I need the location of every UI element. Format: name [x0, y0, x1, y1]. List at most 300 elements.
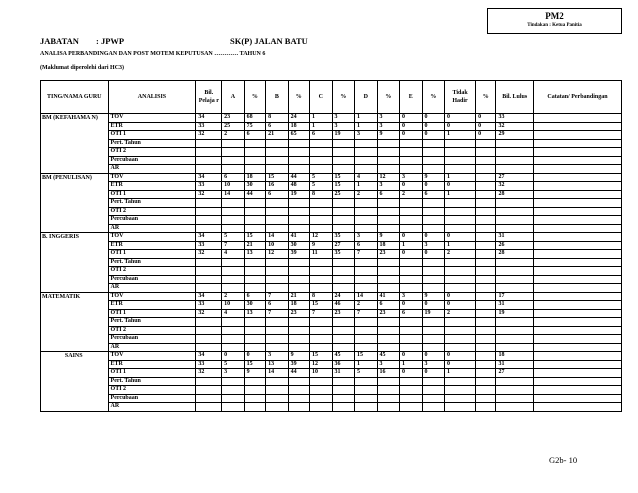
cell-a: [222, 318, 245, 327]
cell-d: 1: [355, 182, 378, 191]
cell-pct-a: [244, 343, 265, 352]
cell-e: [400, 275, 423, 284]
cell-pct-d: [377, 207, 400, 216]
cell-pct-a: [244, 318, 265, 327]
cell-e: 0: [400, 301, 423, 310]
cell-e: [400, 394, 423, 403]
cell-tidak-hadir: [445, 326, 476, 335]
cell-a: [222, 199, 245, 208]
cell-catatan: [533, 275, 621, 284]
cell-pct-d: 3: [377, 114, 400, 123]
cell-a: 4: [222, 309, 245, 318]
cell-e: 0: [400, 122, 423, 131]
cell-pct-c: [332, 377, 355, 386]
cell-pct-a: 9: [244, 369, 265, 378]
table-row: [41, 352, 622, 361]
cell-pelajar: 32: [196, 131, 222, 140]
table-row: [41, 343, 622, 352]
cell-analisis: TOV: [108, 114, 196, 123]
cell-pct-c: [332, 139, 355, 148]
cell-pct-b: 48: [288, 182, 309, 191]
page-number: G2b- 10: [549, 455, 578, 465]
cell-d: 1: [355, 122, 378, 131]
cell-pct-b: 21: [288, 292, 309, 301]
department-line: [40, 36, 308, 46]
cell-pct-b: [288, 386, 309, 395]
cell-pct-tidak-hadir: [476, 182, 496, 191]
table-row: [41, 318, 622, 327]
cell-c: 1: [310, 114, 333, 123]
cell-lulus: 18: [496, 352, 534, 361]
cell-catatan: [533, 148, 621, 157]
cell-pct-tidak-hadir: [476, 216, 496, 225]
cell-c: [310, 377, 333, 386]
cell-b: 7: [266, 292, 289, 301]
col-pct-d: %: [377, 81, 400, 114]
cell-b: 15: [266, 173, 289, 182]
cell-pct-d: 9: [377, 131, 400, 140]
col-pct-b: %: [288, 81, 309, 114]
cell-pct-d: [377, 156, 400, 165]
cell-b: [266, 216, 289, 225]
table-row: [41, 207, 622, 216]
cell-pct-a: 13: [244, 250, 265, 259]
cell-pct-e: [422, 318, 445, 327]
cell-lulus: 27: [496, 369, 534, 378]
report-source: (Maklumat diperolehi dari HC3): [40, 65, 125, 71]
cell-b: 8: [266, 114, 289, 123]
cell-pct-e: [422, 207, 445, 216]
cell-pct-e: [422, 199, 445, 208]
cell-analisis: TOV: [108, 173, 196, 182]
cell-pct-d: [377, 258, 400, 267]
table-row: [41, 369, 622, 378]
cell-pct-d: 23: [377, 250, 400, 259]
cell-pct-tidak-hadir: [476, 352, 496, 361]
cell-pct-a: [244, 403, 265, 412]
cell-pct-c: [332, 156, 355, 165]
cell-lulus: 27: [496, 173, 534, 182]
table-header-row: [41, 81, 622, 114]
department-value: : JPWP: [96, 36, 125, 46]
cell-pct-e: 3: [422, 360, 445, 369]
cell-a: [222, 216, 245, 225]
cell-pct-a: [244, 224, 265, 233]
cell-pct-d: [377, 275, 400, 284]
cell-pct-e: [422, 403, 445, 412]
cell-b: 3: [266, 352, 289, 361]
cell-pct-a: 30: [244, 301, 265, 310]
cell-a: 2: [222, 131, 245, 140]
cell-d: [355, 139, 378, 148]
cell-pct-d: [377, 403, 400, 412]
report-title: ANALISA PERBANDINGAN DAN POST MOTEM KEPUTUSAN ………… TAHUN 6: [40, 51, 266, 57]
cell-d: 3: [355, 233, 378, 242]
table-row: [41, 360, 622, 369]
cell-analisis: OTI 1: [108, 250, 196, 259]
cell-pct-c: [332, 207, 355, 216]
department-label: JABATAN: [40, 36, 79, 46]
cell-pct-c: 25: [332, 190, 355, 199]
cell-d: [355, 148, 378, 157]
cell-d: 7: [355, 250, 378, 259]
col-lulus: Bil. Lulus: [496, 81, 534, 114]
cell-analisis: Pert. Tahun: [108, 377, 196, 386]
cell-b: 6: [266, 301, 289, 310]
cell-d: [355, 199, 378, 208]
cell-c: [310, 275, 333, 284]
cell-a: [222, 394, 245, 403]
cell-pelajar: [196, 199, 222, 208]
col-catatan: Catatan/ Perbandingan: [533, 81, 621, 114]
table-row: [41, 233, 622, 242]
cell-e: [400, 284, 423, 293]
cell-d: 3: [355, 131, 378, 140]
cell-e: [400, 139, 423, 148]
cell-b: 21: [266, 131, 289, 140]
table-row: [41, 292, 622, 301]
cell-c: [310, 394, 333, 403]
cell-d: [355, 377, 378, 386]
cell-catatan: [533, 122, 621, 131]
cell-pelajar: 33: [196, 182, 222, 191]
table-row: [41, 148, 622, 157]
cell-pct-d: [377, 216, 400, 225]
cell-pelajar: [196, 165, 222, 174]
cell-c: [310, 156, 333, 165]
cell-tidak-hadir: 1: [445, 173, 476, 182]
cell-tidak-hadir: [445, 224, 476, 233]
cell-b: [266, 326, 289, 335]
cell-tidak-hadir: 2: [445, 309, 476, 318]
cell-d: [355, 165, 378, 174]
cell-e: [400, 258, 423, 267]
cell-analisis: Percubaan: [108, 275, 196, 284]
col-pct-c: %: [332, 81, 355, 114]
cell-pelajar: 33: [196, 241, 222, 250]
cell-pct-tidak-hadir: [476, 233, 496, 242]
cell-pct-a: [244, 199, 265, 208]
cell-pct-tidak-hadir: [476, 335, 496, 344]
cell-pct-tidak-hadir: [476, 207, 496, 216]
cell-catatan: [533, 403, 621, 412]
cell-e: [400, 343, 423, 352]
cell-pelajar: [196, 394, 222, 403]
table-row: [41, 114, 622, 123]
cell-analisis: ETR: [108, 301, 196, 310]
cell-a: [222, 267, 245, 276]
cell-pct-e: 0: [422, 122, 445, 131]
cell-pct-c: 45: [332, 352, 355, 361]
cell-b: [266, 148, 289, 157]
cell-e: 2: [400, 190, 423, 199]
cell-tidak-hadir: 2: [445, 250, 476, 259]
cell-pct-b: 24: [288, 114, 309, 123]
cell-a: [222, 284, 245, 293]
cell-pct-tidak-hadir: [476, 139, 496, 148]
cell-pct-e: [422, 267, 445, 276]
cell-pelajar: [196, 335, 222, 344]
cell-catatan: [533, 233, 621, 242]
table-row: [41, 258, 622, 267]
cell-pct-d: [377, 326, 400, 335]
cell-catatan: [533, 182, 621, 191]
col-guru: TING/NAMA GURU: [41, 81, 109, 114]
cell-catatan: [533, 377, 621, 386]
cell-pct-b: [288, 139, 309, 148]
cell-pct-c: 35: [332, 250, 355, 259]
cell-lulus: [496, 165, 534, 174]
cell-pct-tidak-hadir: [476, 165, 496, 174]
cell-pct-c: [332, 165, 355, 174]
cell-lulus: 29: [496, 131, 534, 140]
cell-e: [400, 377, 423, 386]
cell-tidak-hadir: [445, 216, 476, 225]
cell-pct-tidak-hadir: [476, 284, 496, 293]
cell-pct-e: [422, 148, 445, 157]
cell-pct-b: [288, 224, 309, 233]
cell-catatan: [533, 139, 621, 148]
cell-pct-b: [288, 258, 309, 267]
cell-tidak-hadir: [445, 377, 476, 386]
cell-b: [266, 403, 289, 412]
table-row: [41, 301, 622, 310]
cell-tidak-hadir: 1: [445, 190, 476, 199]
cell-lulus: [496, 284, 534, 293]
cell-pct-a: [244, 386, 265, 395]
cell-catatan: [533, 156, 621, 165]
cell-a: [222, 275, 245, 284]
cell-a: [222, 377, 245, 386]
cell-analisis: OTI 1: [108, 190, 196, 199]
cell-e: [400, 318, 423, 327]
cell-tidak-hadir: [445, 267, 476, 276]
table-row: [41, 403, 622, 412]
cell-pct-tidak-hadir: [476, 394, 496, 403]
cell-pct-a: [244, 156, 265, 165]
cell-pct-tidak-hadir: [476, 369, 496, 378]
cell-d: 5: [355, 369, 378, 378]
table-row: [41, 250, 622, 259]
cell-pct-b: 19: [288, 190, 309, 199]
cell-a: [222, 386, 245, 395]
cell-pct-c: 3: [332, 122, 355, 131]
cell-pct-e: 0: [422, 250, 445, 259]
cell-analisis: OTI 1: [108, 369, 196, 378]
cell-tidak-hadir: [445, 335, 476, 344]
cell-pct-d: [377, 267, 400, 276]
cell-b: [266, 156, 289, 165]
cell-analisis: ETR: [108, 360, 196, 369]
cell-c: [310, 318, 333, 327]
cell-pct-b: [288, 377, 309, 386]
cell-pct-tidak-hadir: 0: [476, 114, 496, 123]
cell-pct-b: 39: [288, 360, 309, 369]
cell-b: [266, 258, 289, 267]
cell-c: 12: [310, 360, 333, 369]
cell-c: [310, 139, 333, 148]
table-row: [41, 284, 622, 293]
cell-a: 23: [222, 114, 245, 123]
col-b: B: [266, 81, 289, 114]
cell-pct-c: 27: [332, 241, 355, 250]
cell-a: 7: [222, 241, 245, 250]
cell-analisis: AR: [108, 284, 196, 293]
cell-c: [310, 284, 333, 293]
cell-pelajar: [196, 207, 222, 216]
cell-pct-c: [332, 386, 355, 395]
cell-a: [222, 156, 245, 165]
cell-pct-a: 18: [244, 173, 265, 182]
cell-e: 3: [400, 292, 423, 301]
cell-c: [310, 335, 333, 344]
cell-e: 1: [400, 241, 423, 250]
cell-e: [400, 207, 423, 216]
cell-pct-c: 35: [332, 233, 355, 242]
cell-tidak-hadir: [445, 386, 476, 395]
cell-pct-b: 44: [288, 173, 309, 182]
cell-pct-c: 31: [332, 369, 355, 378]
cell-b: [266, 199, 289, 208]
cell-lulus: 33: [496, 114, 534, 123]
cell-pct-a: 21: [244, 241, 265, 250]
cell-pct-d: 23: [377, 309, 400, 318]
cell-pelajar: 34: [196, 114, 222, 123]
cell-lulus: [496, 156, 534, 165]
cell-pct-a: [244, 275, 265, 284]
col-pct-a: %: [244, 81, 265, 114]
cell-analisis: AR: [108, 224, 196, 233]
cell-c: [310, 165, 333, 174]
cell-analisis: OTI 1: [108, 309, 196, 318]
cell-e: 0: [400, 250, 423, 259]
cell-tidak-hadir: [445, 394, 476, 403]
cell-pct-b: [288, 275, 309, 284]
cell-lulus: [496, 318, 534, 327]
col-pct-tidak-hadir: %: [476, 81, 496, 114]
cell-e: 3: [400, 173, 423, 182]
cell-analisis: Percubaan: [108, 335, 196, 344]
cell-lulus: [496, 403, 534, 412]
cell-pct-c: [332, 275, 355, 284]
cell-catatan: [533, 114, 621, 123]
subject-name: SAINS: [41, 352, 109, 412]
cell-catatan: [533, 173, 621, 182]
cell-catatan: [533, 369, 621, 378]
cell-tidak-hadir: 0: [445, 352, 476, 361]
cell-analisis: Pert. Tahun: [108, 199, 196, 208]
cell-pelajar: [196, 267, 222, 276]
cell-b: 14: [266, 369, 289, 378]
cell-pct-c: 15: [332, 182, 355, 191]
table-row: [41, 139, 622, 148]
cell-a: [222, 224, 245, 233]
cell-pct-e: [422, 258, 445, 267]
cell-catatan: [533, 216, 621, 225]
cell-a: [222, 148, 245, 157]
table-row: [41, 165, 622, 174]
cell-c: [310, 207, 333, 216]
table-body: [41, 114, 622, 412]
cell-d: [355, 318, 378, 327]
cell-pct-c: 3: [332, 114, 355, 123]
cell-analisis: AR: [108, 165, 196, 174]
cell-pct-b: [288, 326, 309, 335]
cell-pct-tidak-hadir: [476, 199, 496, 208]
cell-lulus: 31: [496, 301, 534, 310]
cell-tidak-hadir: 1: [445, 131, 476, 140]
cell-pct-d: 16: [377, 369, 400, 378]
cell-b: [266, 207, 289, 216]
cell-pct-tidak-hadir: [476, 326, 496, 335]
cell-pelajar: [196, 148, 222, 157]
cell-pct-tidak-hadir: 0: [476, 131, 496, 140]
table-row: [41, 241, 622, 250]
cell-e: 0: [400, 233, 423, 242]
table-row: [41, 267, 622, 276]
cell-lulus: [496, 258, 534, 267]
cell-pct-a: [244, 165, 265, 174]
cell-lulus: [496, 148, 534, 157]
cell-pct-d: [377, 165, 400, 174]
cell-pct-tidak-hadir: [476, 275, 496, 284]
cell-pct-c: [332, 216, 355, 225]
cell-e: 0: [400, 352, 423, 361]
cell-b: [266, 377, 289, 386]
cell-d: 14: [355, 292, 378, 301]
cell-pct-e: [422, 139, 445, 148]
table-row: [41, 131, 622, 140]
cell-pct-c: [332, 199, 355, 208]
cell-catatan: [533, 224, 621, 233]
cell-pct-b: [288, 156, 309, 165]
cell-pct-tidak-hadir: [476, 377, 496, 386]
cell-a: 14: [222, 190, 245, 199]
cell-pct-c: 36: [332, 360, 355, 369]
cell-tidak-hadir: [445, 148, 476, 157]
cell-c: 6: [310, 131, 333, 140]
cell-pct-a: 30: [244, 182, 265, 191]
cell-pct-tidak-hadir: [476, 360, 496, 369]
cell-pct-b: [288, 165, 309, 174]
cell-b: [266, 139, 289, 148]
cell-catatan: [533, 309, 621, 318]
cell-a: 25: [222, 122, 245, 131]
cell-pct-c: 46: [332, 301, 355, 310]
cell-pct-d: [377, 224, 400, 233]
cell-c: 5: [310, 173, 333, 182]
cell-e: 0: [400, 114, 423, 123]
cell-lulus: 32: [496, 122, 534, 131]
cell-analisis: Pert. Tahun: [108, 258, 196, 267]
cell-pct-d: 12: [377, 173, 400, 182]
cell-pct-c: [332, 148, 355, 157]
cell-pct-e: 6: [422, 190, 445, 199]
cell-d: [355, 284, 378, 293]
cell-pct-b: [288, 284, 309, 293]
cell-pct-tidak-hadir: [476, 250, 496, 259]
cell-pct-c: 19: [332, 131, 355, 140]
cell-d: 1: [355, 114, 378, 123]
cell-pct-tidak-hadir: 0: [476, 122, 496, 131]
cell-c: 12: [310, 233, 333, 242]
cell-c: [310, 148, 333, 157]
cell-catatan: [533, 250, 621, 259]
cell-e: [400, 165, 423, 174]
col-c: C: [310, 81, 333, 114]
cell-catatan: [533, 386, 621, 395]
cell-pct-e: 0: [422, 369, 445, 378]
